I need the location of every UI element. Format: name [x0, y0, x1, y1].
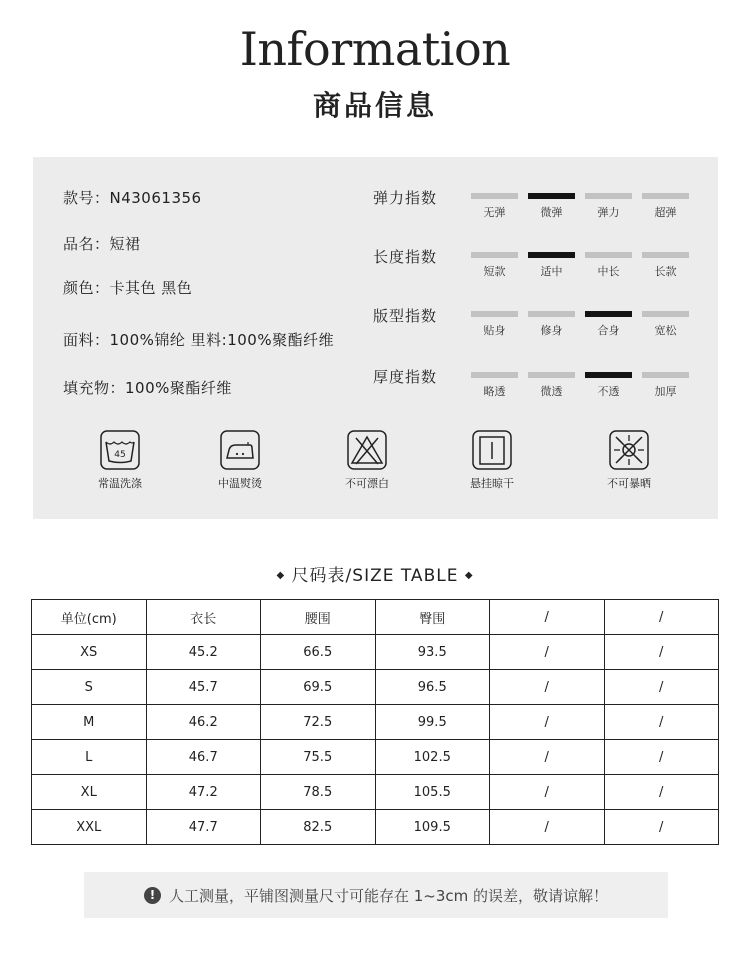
table-cell: /: [604, 635, 719, 670]
fabric-info: 面料：100%锦纶 里料:100%聚酯纤维: [63, 331, 335, 349]
index-option-label: 贴身: [483, 324, 506, 337]
table-header-cell: 臀围: [375, 600, 490, 635]
measurement-note: [84, 872, 668, 918]
table-cell: /: [490, 635, 605, 670]
index-option: [471, 372, 518, 399]
index-label: 弹力指数: [373, 189, 438, 207]
care-item: [322, 430, 412, 491]
table-cell: /: [490, 705, 605, 740]
table-cell: /: [604, 705, 719, 740]
table-cell: 82.5: [261, 810, 376, 845]
table-row: [32, 810, 719, 845]
exclamation-icon: !: [144, 887, 161, 904]
table-header-row: [32, 600, 719, 635]
size-label-cell: XS: [32, 635, 147, 670]
table-cell: 47.7: [146, 810, 261, 845]
size-label-cell: L: [32, 740, 147, 775]
table-cell: 109.5: [375, 810, 490, 845]
care-item: [195, 430, 285, 491]
index-bar: [642, 193, 689, 199]
index-option-label: 微透: [540, 385, 563, 398]
diamond-icon: ◆: [276, 570, 286, 581]
index-option-label: 中长: [597, 265, 620, 278]
table-row: [32, 705, 719, 740]
index-option-label: 适中: [540, 265, 563, 278]
product-color: 颜色：卡其色 黑色: [63, 279, 193, 297]
index-bar: [471, 193, 518, 199]
care-label: 不可漂白: [345, 477, 389, 490]
index-bar: [528, 372, 575, 378]
index-bar: [585, 252, 632, 258]
table-row: [32, 635, 719, 670]
filling-info: 填充物：100%聚酯纤维: [63, 379, 232, 397]
index-option: [585, 193, 632, 220]
index-scale: [471, 311, 691, 341]
care-item: [75, 430, 165, 491]
index-option-label: 长款: [654, 265, 677, 278]
index-option: [642, 252, 689, 279]
index-bar: [528, 193, 575, 199]
table-cell: 47.2: [146, 775, 261, 810]
index-option-label: 加厚: [654, 385, 677, 398]
index-bar: [585, 193, 632, 199]
index-bar: [471, 311, 518, 317]
index-scale: [471, 252, 691, 282]
table-header-cell: 衣长: [146, 600, 261, 635]
index-option-label: 修身: [540, 324, 563, 337]
care-item: [447, 430, 537, 491]
index-bar: [642, 252, 689, 258]
style-number: 款号：N43061356: [63, 189, 202, 207]
index-option: [642, 193, 689, 220]
table-cell: /: [604, 670, 719, 705]
index-scale: [471, 193, 691, 223]
index-option-label: 无弹: [483, 206, 506, 219]
table-row: [32, 670, 719, 705]
title-english: Information: [239, 22, 511, 76]
index-option: [642, 372, 689, 399]
size-table-title-text: 尺码表/SIZE TABLE: [291, 566, 459, 586]
index-bar: [528, 311, 575, 317]
index-option: [642, 311, 689, 338]
index-bar: [528, 252, 575, 258]
size-label-cell: M: [32, 705, 147, 740]
note-text: 人工测量，平铺图测量尺寸可能存在 1~3cm 的误差，敬请谅解！: [168, 886, 609, 905]
table-header-cell: 腰围: [261, 600, 376, 635]
care-label: 不可暴晒: [607, 477, 651, 490]
index-option-label: 合身: [597, 324, 620, 337]
index-option: [471, 252, 518, 279]
index-option-label: 微弹: [540, 206, 563, 219]
table-header-cell: 单位(cm): [32, 600, 147, 635]
table-cell: 46.2: [146, 705, 261, 740]
index-bar: [471, 252, 518, 258]
table-cell: /: [490, 670, 605, 705]
wash-temperature: 45: [114, 450, 126, 460]
care-label: 常温洗涤: [98, 477, 142, 490]
index-label: 厚度指数: [373, 368, 438, 386]
index-option-label: 弹力: [597, 206, 620, 219]
diamond-icon: ◆: [464, 570, 474, 581]
table-cell: 72.5: [261, 705, 376, 740]
index-option-selected: [528, 193, 575, 220]
care-label: 悬挂晾干: [470, 477, 514, 490]
table-cell: 105.5: [375, 775, 490, 810]
index-bar: [642, 372, 689, 378]
index-option: [471, 193, 518, 220]
table-cell: /: [490, 775, 605, 810]
index-option: [585, 252, 632, 279]
index-label: 长度指数: [373, 248, 438, 266]
size-table-title: [0, 561, 750, 586]
wash-45-icon: [75, 430, 165, 470]
table-cell: 93.5: [375, 635, 490, 670]
index-bar: [585, 311, 632, 317]
table-cell: 66.5: [261, 635, 376, 670]
table-row: [32, 775, 719, 810]
index-option-label: 宽松: [654, 324, 677, 337]
no-bleach-icon: [322, 430, 412, 470]
care-label: 中温熨烫: [218, 477, 262, 490]
table-cell: 75.5: [261, 740, 376, 775]
table-cell: 45.2: [146, 635, 261, 670]
table-cell: /: [604, 740, 719, 775]
table-row: [32, 740, 719, 775]
table-cell: /: [604, 775, 719, 810]
index-option-label: 略透: [483, 385, 506, 398]
index-bar: [471, 372, 518, 378]
index-option-label: 超弹: [654, 206, 677, 219]
title-chinese: 商品信息: [312, 89, 437, 122]
table-cell: /: [604, 810, 719, 845]
table-cell: 46.7: [146, 740, 261, 775]
index-label: 版型指数: [373, 307, 438, 325]
iron-medium-icon: [195, 430, 285, 470]
hang-dry-icon: [447, 430, 537, 470]
index-option: [528, 311, 575, 338]
size-table: [31, 599, 719, 845]
index-option-label: 短款: [483, 265, 506, 278]
info-panel: [33, 157, 718, 519]
index-bar: [642, 311, 689, 317]
index-option-selected: [585, 311, 632, 338]
table-header-cell: /: [490, 600, 605, 635]
size-label-cell: XL: [32, 775, 147, 810]
table-cell: 69.5: [261, 670, 376, 705]
table-cell: 96.5: [375, 670, 490, 705]
no-sun-icon: [584, 430, 674, 470]
table-header-cell: /: [604, 600, 719, 635]
index-option-label: 不透: [597, 385, 620, 398]
care-item: [584, 430, 674, 491]
index-scale: [471, 372, 691, 402]
index-bar: [585, 372, 632, 378]
table-cell: /: [490, 740, 605, 775]
index-option: [471, 311, 518, 338]
index-option: [528, 372, 575, 399]
table-cell: /: [490, 810, 605, 845]
size-label-cell: S: [32, 670, 147, 705]
index-option-selected: [585, 372, 632, 399]
index-option-selected: [528, 252, 575, 279]
size-label-cell: XXL: [32, 810, 147, 845]
table-cell: 45.7: [146, 670, 261, 705]
product-name: 品名：短裙: [63, 235, 141, 253]
table-cell: 99.5: [375, 705, 490, 740]
table-cell: 78.5: [261, 775, 376, 810]
table-cell: 102.5: [375, 740, 490, 775]
